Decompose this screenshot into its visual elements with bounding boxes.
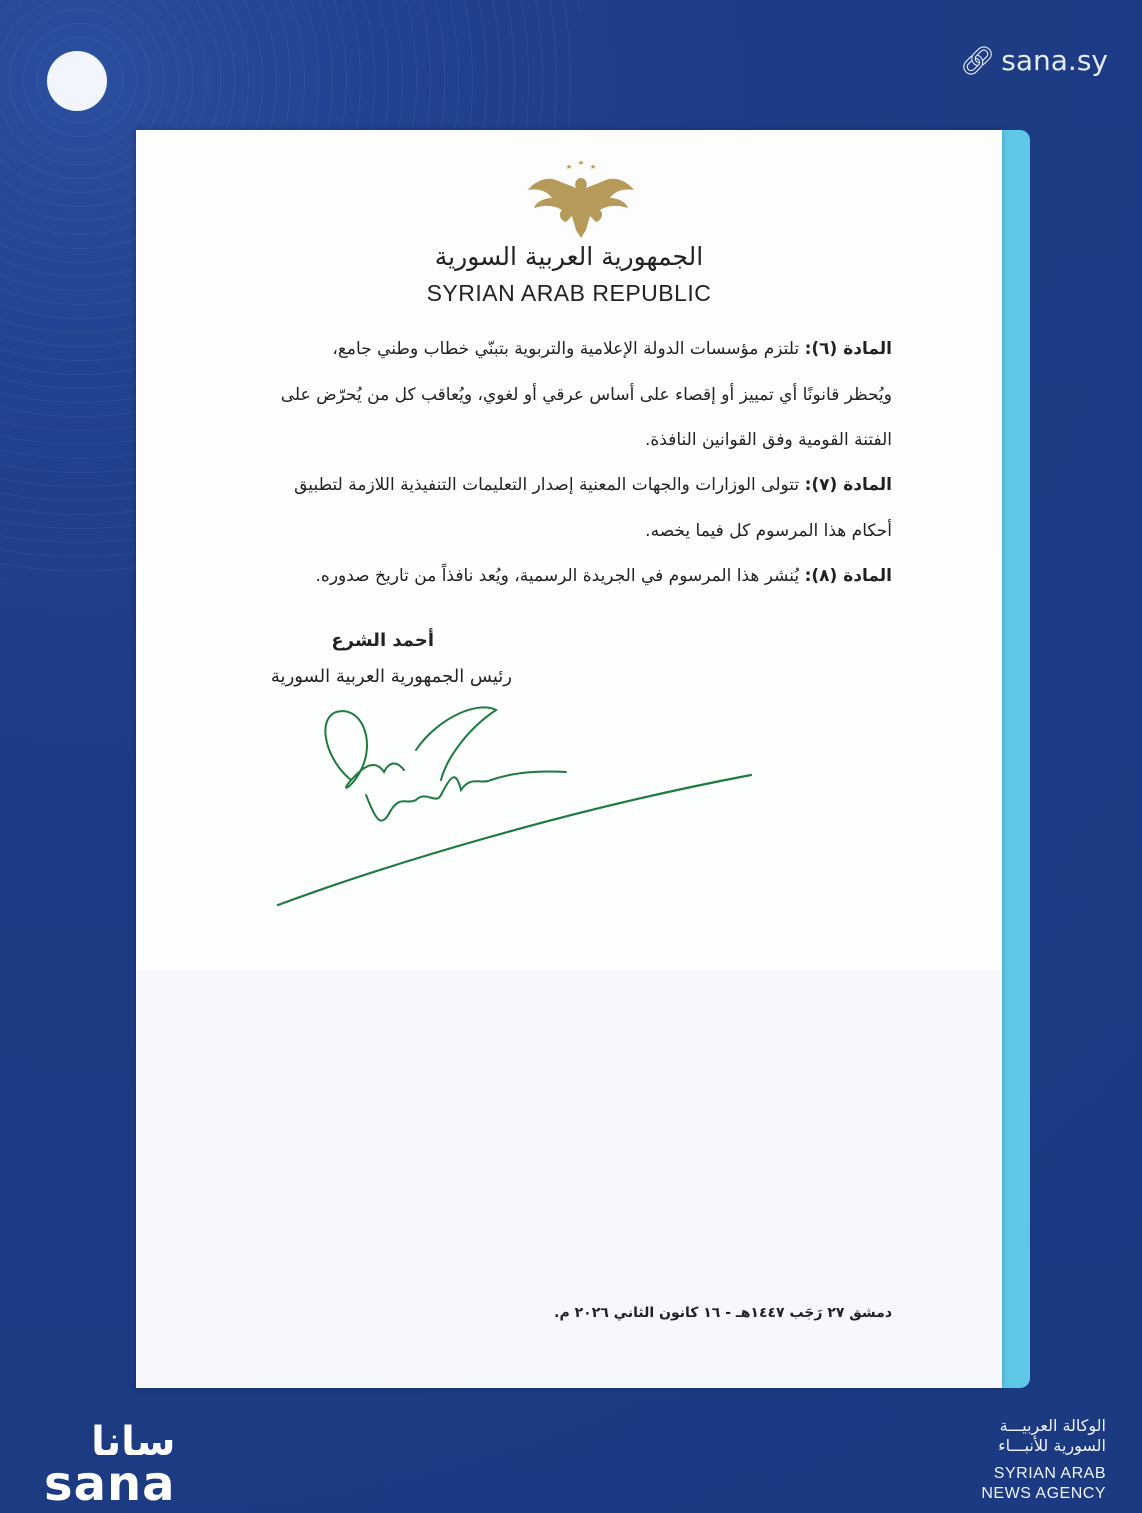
article-6-line-2: ويُحظر قانونًا أي تمييز أو إقصاء على أساس عرقي أو لغوي، ويُعاقب كل من يُحرّض على	[280, 385, 892, 405]
agency-ar-line-1: الوكالة العربيـــة	[999, 1416, 1106, 1435]
agency-name	[981, 1416, 1106, 1504]
paper-shade-lower	[136, 970, 1002, 1388]
logo-arabic: سانا	[91, 1419, 176, 1465]
article-8-line-1	[252, 565, 892, 587]
article-text: يُنشر هذا المرسوم في الجريدة الرسمية، ويُعد نافذاً من تاريخ صدوره.	[315, 566, 800, 586]
article-text: تتولى الوزارات والجهات المعنية إصدار التعليمات التنفيذية اللازمة لتطبيق	[294, 475, 800, 495]
title-english: SYRIAN ARAB REPUBLIC	[426, 280, 712, 306]
agency-en-line-2: NEWS AGENCY	[981, 1485, 1106, 1502]
title-arabic: الجمهورية العربية السورية	[434, 242, 704, 271]
agency-ar-line-2: السورية للأنبـــاء	[998, 1436, 1106, 1455]
article-7-line-2: أحكام هذا المرسوم كل فيما يخصه.	[645, 521, 892, 541]
decorative-dot	[47, 51, 107, 111]
signer-title: رئيس الجمهورية العربية السورية	[270, 666, 512, 687]
eagle-emblem-icon	[526, 160, 636, 240]
article-text: تلتزم مؤسسات الدولة الإعلامية والتربوية بتبنّي خطاب وطني جامع،	[332, 339, 800, 359]
logo-english: sana	[44, 1456, 176, 1512]
article-6-line-3: الفتنة القومية وفق القوانين النافذة.	[644, 430, 892, 450]
source-label: sana.sy	[1001, 44, 1108, 77]
decree-date: دمشق ٢٧ رَجَب ١٤٤٧هـ - ١٦ كانون الثاني ٢٠٢٦ م.	[554, 1305, 892, 1321]
article-7-line-1	[252, 474, 892, 496]
article-7-label: المادة (٧):	[804, 475, 892, 495]
agency-en-line-1: SYRIAN ARAB	[993, 1465, 1106, 1482]
signer-name: أحمد الشرع	[331, 630, 434, 651]
article-6-label: المادة (٦):	[804, 339, 892, 359]
article-6-line-1	[252, 338, 892, 360]
article-8-label: المادة (٨):	[804, 566, 892, 586]
source-link[interactable]	[960, 44, 1108, 77]
link-icon: 🔗︎	[959, 44, 996, 77]
decree-page	[136, 130, 1002, 1388]
signature	[266, 700, 766, 920]
sana-logo	[44, 1419, 176, 1512]
